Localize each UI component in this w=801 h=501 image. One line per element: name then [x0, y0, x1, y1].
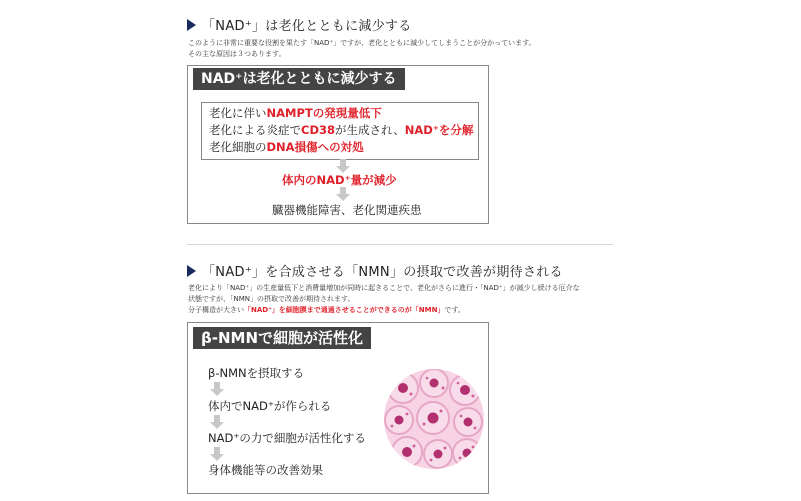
- step-item: 体内でNAD⁺が作られる: [208, 399, 332, 413]
- nmn-activation-figure: [187, 322, 489, 494]
- down-arrow-icon: [210, 382, 224, 396]
- down-arrow-icon: [210, 415, 224, 429]
- cell-illustration: [383, 368, 485, 470]
- down-arrow-icon: [336, 187, 350, 201]
- step-item: β-NMNを摂取する: [208, 366, 305, 380]
- down-arrow-icon: [336, 159, 350, 173]
- step-item: 身体機能等の改善効果: [208, 463, 323, 477]
- nmn-activation-banner: β-NMNで細胞が活性化: [193, 327, 371, 349]
- section-divider: [187, 244, 613, 245]
- nad-decline-figure: [187, 65, 489, 224]
- cause-item: 老化細胞のDNA損傷への対処: [209, 140, 364, 154]
- triangle-bullet-icon: [187, 19, 196, 31]
- triangle-bullet-icon: [187, 265, 196, 277]
- disease-outcome: 臓器機能障害、老化関連疾患: [272, 203, 422, 217]
- nad-decline-banner: NAD⁺は老化とともに減少する: [193, 68, 405, 90]
- section1-heading: 「NAD⁺」は老化とともに減少する: [187, 15, 412, 34]
- cause-item: 老化に伴いNAMPTの発現量低下: [209, 106, 382, 120]
- section2-intro: 老化により「NAD⁺」の生産量低下と消費量増加が同時に起きることで、老化がさらに進行・「NAD⁺」が減少し続ける厄介な 状態ですが、「NMN」の摂取で改善が期待されます。 分子構造が大きい「NAD⁺」を細胞膜まで通過させることができるのが「NMN」です。: [188, 284, 580, 314]
- cause-item: 老化による炎症でCD38が生成され、NAD⁺を分解: [209, 123, 474, 137]
- nad-decrease-result: 体内のNAD⁺量が減少: [282, 173, 397, 187]
- step-item: NAD⁺の力で細胞が活性化する: [208, 431, 366, 445]
- section1-intro: このように非常に重要な役割を果たす「NAD⁺」ですが、老化とともに減少してしまうことが分かっています。 その主な原因は３つあります。: [188, 39, 536, 58]
- down-arrow-icon: [210, 447, 224, 461]
- causes-box: [201, 102, 479, 160]
- section2-heading: 「NAD⁺」を合成させる「NMN」の摂取で改善が期待される: [187, 261, 563, 280]
